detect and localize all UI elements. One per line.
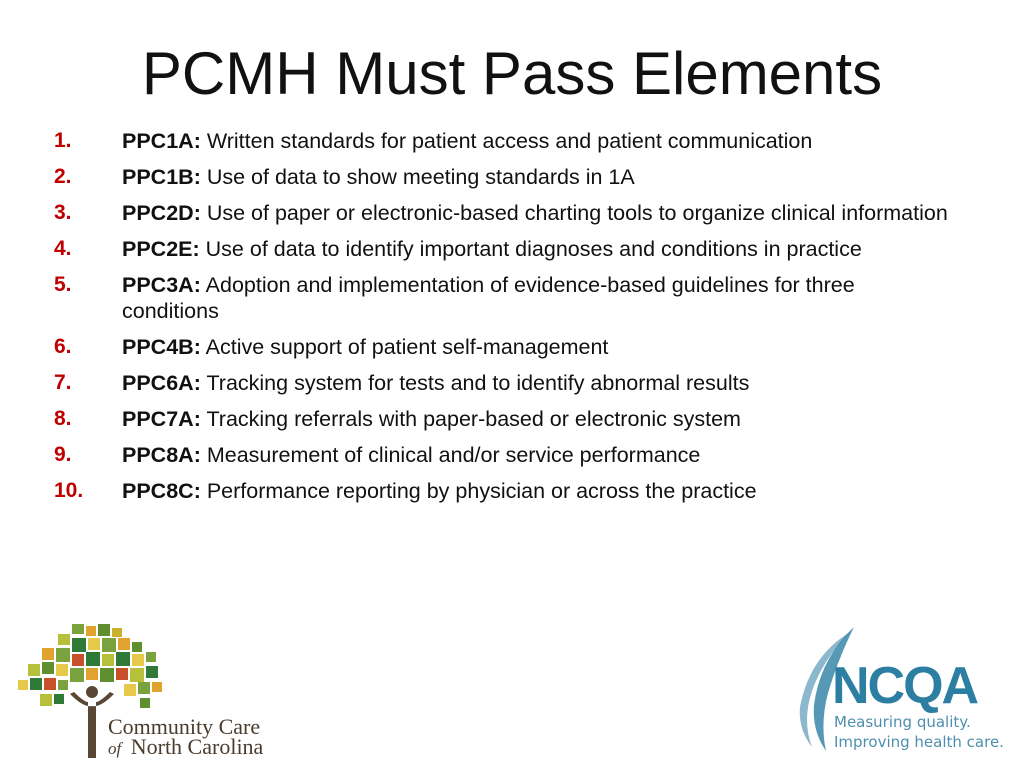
- list-item: [0, 272, 1024, 324]
- item-number: 5.: [54, 273, 72, 296]
- item-code: PPC2E:: [122, 237, 200, 261]
- item-text: Use of data to show meeting standards in 1A: [206, 165, 635, 189]
- item-code: PPC1B:: [122, 165, 201, 189]
- ncqa-tagline-2: Improving health care.: [834, 733, 1004, 751]
- item-text: Use of paper or electronic-based charting tools to organize clinical information: [206, 201, 948, 225]
- ccnc-logo-of: of: [108, 739, 122, 758]
- item-text: Tracking referrals with paper-based or electronic system: [206, 407, 741, 431]
- item-code: PPC6A:: [122, 371, 201, 395]
- list-item: [0, 236, 1024, 262]
- item-number: 8.: [54, 407, 72, 430]
- svg-text:of North Carolina: [108, 734, 264, 759]
- list-item: [0, 200, 1024, 226]
- item-number: 10.: [54, 479, 84, 502]
- list-item: [0, 478, 1024, 504]
- ncqa-brand: NCQA: [832, 657, 978, 715]
- must-pass-list: [0, 128, 1024, 514]
- ccnc-logo-line1: Community Care: [108, 714, 261, 739]
- item-code: PPC7A:: [122, 407, 201, 431]
- item-code: PPC8A:: [122, 443, 201, 467]
- item-code: PPC2D:: [122, 201, 201, 225]
- item-number: 4.: [54, 237, 72, 260]
- item-number: 1.: [54, 129, 72, 152]
- item-text: Use of data to identify important diagnoses and conditions in practice: [205, 237, 862, 261]
- item-code: PPC4B:: [122, 335, 201, 359]
- item-number: 6.: [54, 335, 72, 358]
- list-item: [0, 128, 1024, 154]
- item-code: PPC8C:: [122, 479, 201, 503]
- ncqa-tagline-1: Measuring quality.: [834, 713, 971, 731]
- list-item: [0, 406, 1024, 432]
- list-item: [0, 442, 1024, 468]
- ccnc-logo-line2: North Carolina: [130, 734, 264, 759]
- item-code: PPC3A:: [122, 273, 201, 297]
- ccnc-logo-tree-icon: [14, 622, 284, 762]
- item-text: Performance reporting by physician or across the practice: [206, 479, 757, 503]
- item-text: Written standards for patient access and patient communication: [206, 129, 813, 153]
- item-number: 9.: [54, 443, 72, 466]
- slide-title: PCMH Must Pass Elements: [141, 40, 883, 107]
- item-text: Adoption and implementation of evidence-based guidelines for three conditions: [122, 273, 855, 323]
- list-item: [0, 164, 1024, 190]
- list-item: [0, 370, 1024, 396]
- ncqa-logo-swoosh-icon: [790, 625, 1014, 757]
- item-text: Active support of patient self-management: [205, 335, 609, 359]
- list-item: [0, 334, 1024, 360]
- item-text: Tracking system for tests and to identify abnormal results: [206, 371, 750, 395]
- item-text: Measurement of clinical and/or service performance: [206, 443, 701, 467]
- item-code: PPC1A:: [122, 129, 201, 153]
- item-number: 7.: [54, 371, 72, 394]
- item-number: 3.: [54, 201, 72, 224]
- item-number: 2.: [54, 165, 72, 188]
